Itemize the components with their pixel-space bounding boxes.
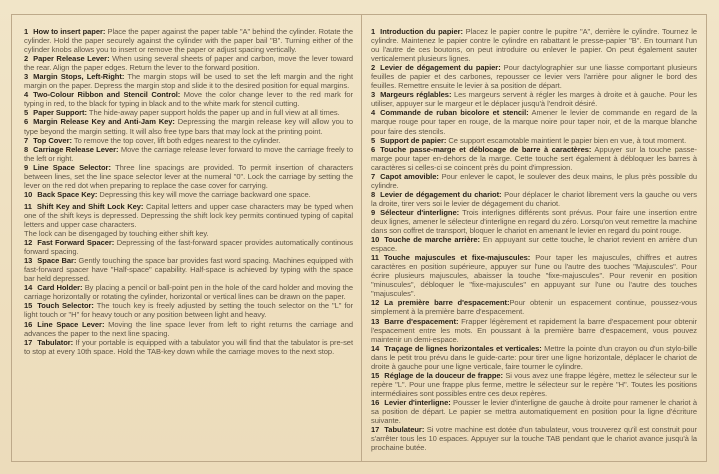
- item-title: Carriage Release Lever:: [33, 144, 119, 154]
- item-text: Si votre machine est dotée d'un tabulateur, vous trouverez qu'il est construit pour s'arrêter tous les 10 espaces. Appuyer sur la touche TAB pendant que le chariot avance jusqu'à la prochaine butée.: [371, 425, 697, 453]
- item-title: Line Space Lever:: [37, 319, 105, 329]
- item-title: Tabulateur:: [384, 425, 425, 435]
- instruction-item-en: [24, 136, 353, 145]
- item-title: Tabulator:: [37, 337, 74, 347]
- item-number: 6: [24, 117, 29, 127]
- item-number: 17: [24, 337, 33, 347]
- instruction-item-en: [24, 163, 353, 190]
- instruction-item-fr: [371, 108, 697, 135]
- item-text: To remove the top cover, lift both edges nearest to the cylinder.: [71, 135, 281, 145]
- item-text: Move the carriage release lever forward to move the carriage freely to the left or right.: [24, 144, 353, 163]
- item-title: Margin Stops, Left-Right:: [33, 72, 125, 82]
- item-text: If your portable is equipped with a tabulator you will find that the tabulator is pre-set to stop at every 10th space. Hold the TAB-key down while the carriage moves to the next stop.: [24, 337, 353, 356]
- item-text: Depressing the margin release key will allow you to type beyond the margin setting. It will also free type bars that may lock at the printing point.: [24, 117, 353, 136]
- item-title: Space Bar:: [37, 256, 77, 266]
- item-title: La première barre d'espacement:: [384, 298, 510, 308]
- item-text: Pour obtenir un espacement continue, poussez-vous simplement à la première barre d'espacement.: [371, 298, 697, 317]
- item-title: Margin Release Key and Anti-Jam Key:: [33, 117, 175, 127]
- item-title: Touche passe-marge et déblocage de barre à caractères:: [380, 144, 592, 154]
- instruction-item-fr: [371, 63, 697, 90]
- item-number: 8: [24, 144, 29, 154]
- item-text: Amener le levier de commande en regard de la marque rouge pour taper en rouge, de la marque noire pour taper noir, et de la marque blanche pour faire des stencils.: [371, 108, 697, 136]
- item-text: The touch key is freely adjusted by setting the touch selector on the "L" for light touch or "H" for heavy touch or any position between light and heavy.: [24, 301, 353, 320]
- instruction-item-fr: [371, 371, 697, 398]
- instruction-item-fr: [371, 145, 697, 172]
- item-number: 7: [24, 135, 29, 145]
- instruction-item-fr: [371, 298, 697, 316]
- item-number: 12: [371, 298, 380, 308]
- item-number: 15: [371, 370, 380, 380]
- item-text: Three line spacings are provided. To permit insertion of characters between lines, set the line space selector lever at the numeral "0". Lock the carriage by setting the lever on the red dot when preparing to replace the case cover for carrying.: [24, 162, 353, 190]
- item-title: Levier d'interligne:: [384, 397, 451, 407]
- item-number: 1: [371, 27, 376, 36]
- item-number: 3: [24, 72, 29, 82]
- item-number: 4: [24, 90, 29, 100]
- item-text: When using several sheets of paper and carbon, move the lever toward the rear. Align the paper edges. Return the lever to the forward position.: [24, 54, 353, 73]
- instruction-item-fr: [371, 253, 697, 298]
- instruction-item-en: [24, 145, 353, 163]
- item-text: Pour enlever le capot, le soulever des deux mains, le plus près possible du cylindre.: [371, 171, 697, 190]
- item-title: Paper Release Lever:: [33, 54, 110, 64]
- instruction-item-fr: [371, 235, 697, 253]
- item-number: 10: [371, 235, 380, 245]
- item-number: 16: [371, 397, 380, 407]
- item-number: 17: [371, 425, 380, 435]
- item-text: En appuyant sur cette touche, le chariot revient en arrière d'un espace.: [371, 235, 697, 254]
- instruction-item-fr: [371, 425, 697, 452]
- instruction-item-en: [24, 117, 353, 135]
- instruction-item-en: [24, 72, 353, 90]
- item-number: 13: [371, 316, 380, 326]
- item-number: 5: [24, 108, 29, 118]
- instruction-item-en: [24, 90, 353, 108]
- instruction-item-en: [24, 301, 353, 319]
- item-number: 11: [371, 253, 379, 263]
- item-title: Fast Forward Spacer:: [37, 238, 115, 248]
- instruction-item-fr: [371, 172, 697, 190]
- instruction-item-fr: [371, 344, 697, 371]
- item-title: Support de papier:: [380, 135, 447, 145]
- instruction-item-en: [24, 256, 353, 283]
- item-text: Depressing of the fast-forward spacer provides automatically continous forward spacing.: [24, 238, 353, 257]
- item-number: 9: [24, 162, 29, 172]
- item-text: Move the color change lever to the red mark for typing in red, to the black for typing in black and to the white mark for stencil cutting.: [24, 90, 353, 109]
- item-title: Traçage de lignes horizontales et verticales:: [384, 343, 542, 353]
- item-title: Two-Colour Ribbon and Stencil Control:: [33, 90, 181, 100]
- french-instructions-column: [371, 27, 697, 452]
- item-text: Placez le papier contre le pupitre "A", derrière le cylindre. Tournez le cylindre. Maintenez le papier contre le cylindre en rabattant le presse-papier "B". En tournant l'un ou l'autre de ces boutons, on peut introduire ou enlever le papier. On peut également sauter verticalement plusieurs lignes.: [371, 27, 697, 64]
- item-number: 5: [371, 135, 376, 145]
- item-title: Touche majuscules et fixe-majuscules:: [383, 253, 531, 263]
- item-title: Touche de marche arrière:: [384, 235, 480, 245]
- item-number: 14: [371, 343, 380, 353]
- item-title: Introduction du papier:: [380, 27, 463, 36]
- item-text: Appuyer sur la touche passe-marge pour taper en-dehors de la marge. Cette touche sert également à débloquer les barres à caractères si celles-ci se coincent près du point d'impression.: [371, 144, 697, 172]
- item-note: The lock can be disengaged by touching either shift key.: [24, 229, 209, 239]
- instruction-item-en: [24, 338, 353, 356]
- instruction-item-fr: [371, 90, 697, 108]
- instruction-item-en: [24, 320, 353, 338]
- item-number: 15: [24, 301, 33, 311]
- item-text: The hide-away paper support holds the paper up and in full view at all times.: [86, 108, 340, 118]
- item-title: Barre d'espacement:: [384, 316, 459, 326]
- item-title: Sélecteur d'interligne:: [380, 207, 460, 217]
- item-text: Les margeurs servent à régler les marges à droite et à gauche. Pour les utiliser, appuyer sur le margeur et le déplacer jusqu'à l'endroit désiré.: [371, 90, 697, 109]
- instruction-item-fr: [371, 208, 697, 235]
- item-number: 14: [24, 283, 33, 293]
- item-title: Levier de dégagement du chariot:: [380, 189, 502, 199]
- item-text: Si vous avez une frappe légère, mettez le sélecteur sur le repère "L". Pour une frappe plus ferme, mettre le sélecteur sur le repère "H". Toutes les positions intermédiaires sont possibles entre ces deux repères.: [371, 370, 698, 398]
- item-number: 1: [24, 27, 29, 36]
- item-text: Moving the line space lever from left to right returns the carriage and advances the paper to the next line spacing.: [24, 319, 354, 338]
- item-text: Capital letters and upper case characters may be typed when one of the shift keys is depressed. Depressing the shift lock key permits continued typing of capital letters and upper case characters.: [24, 201, 353, 229]
- instruction-item-fr: [371, 136, 697, 145]
- instruction-item-fr: [371, 317, 697, 344]
- item-text: Pour déplacer le chariot librement vers la gauche ou vers la droite, tirer vers soi le levier de dégagement du chariot.: [371, 189, 697, 208]
- item-title: Levier de dégagement du papier:: [380, 63, 501, 73]
- item-title: Card Holder:: [37, 283, 83, 293]
- item-title: Touch Selector:: [37, 301, 94, 311]
- instruction-item-en: [24, 54, 353, 72]
- item-text: Depressing this key will move the carriage backward one space.: [97, 189, 311, 199]
- item-title: Top Cover:: [33, 135, 72, 145]
- instruction-item-en: [24, 238, 353, 256]
- item-text: Mettre la pointe d'un crayon ou d'un stylo-bille dans le petit trou prévu dans le guide-carte: pour tirer une ligne horizontale, déplacer le chariot de droite à gauche pour une ligne verticale, faire tourner le cylindre.: [371, 343, 697, 371]
- instruction-item-en: [24, 202, 353, 238]
- item-title: Réglage de la douceur de frappe:: [384, 370, 504, 380]
- column-divider: [361, 14, 362, 462]
- item-text: By placing a pencil or ball-point pen in the hole of the card holder and moving the carriage horizontally or rotating the cylinder, horizontal or vertical lines can be drawn on the paper.: [24, 283, 353, 302]
- instruction-item-fr: [371, 27, 697, 63]
- item-title: How to insert paper:: [33, 27, 106, 36]
- item-number: 11: [24, 201, 32, 211]
- item-title: Paper Support:: [33, 108, 87, 118]
- instruction-item-en: [24, 108, 353, 117]
- instruction-item-en: [24, 190, 353, 199]
- instruction-item-en: [24, 283, 353, 301]
- english-instructions-column: [24, 27, 353, 356]
- item-number: 9: [371, 207, 376, 217]
- item-number: 6: [371, 144, 376, 154]
- item-text: Ce support escamotable maintient le papier bien en vue, à tout moment.: [446, 135, 687, 145]
- item-title: Commande de ruban bicolore et stencil:: [380, 108, 529, 118]
- item-number: 13: [24, 256, 33, 266]
- item-number: 7: [371, 171, 376, 181]
- item-text: Pour taper les majuscules, chiffres et autres caractères en position supérieure, appuyer sur l'une ou l'autre des tuoches "Majuscules". Pour écrire plusieurs majuscules, abaisser la touche "fixe-majuscules". Pour revenir en position "minuscules", débloquer le "fixe-majuscules" en appuyant sur l'une ou l'autre des touches "majuscules".: [371, 253, 697, 299]
- item-number: 12: [24, 238, 33, 248]
- item-number: 8: [371, 189, 376, 199]
- item-number: 16: [24, 319, 33, 329]
- item-number: 10: [24, 189, 33, 199]
- item-number: 2: [371, 63, 376, 73]
- item-title: Shift Key and Shift Lock Key:: [36, 201, 144, 211]
- instruction-item-fr: [371, 190, 697, 208]
- instruction-item-fr: [371, 398, 697, 425]
- item-number: 4: [371, 108, 376, 118]
- item-number: 2: [24, 54, 29, 64]
- item-number: 3: [371, 90, 376, 100]
- item-text: Place the paper against the paper table "A" behind the cylinder. Rotate the cylinder. Hold the paper securely against the cylinder with the paper bail "B". Turning either of the cylinder knobs allows you to insert or remove the paper or adjust spacing vertically.: [24, 27, 353, 55]
- item-text: Gently touching the space bar provides fast word spacing. Machines equipped with fast-forward spacer have "Half-space" capability. Half-space is achieved by typing with the space bar held depressed.: [24, 256, 353, 284]
- item-title: Margeurs réglables:: [380, 90, 452, 100]
- item-text: Trois interlignes différents sont prévus. Pour faire une insertion entre deux lignes, amener le sélecteur d'interligne en regard du zéro. Lorsqu'on veut remettre la machine dans son coffret de transport, bloquer le chariot en amenant le levier en regard du point rouge.: [371, 207, 698, 236]
- item-text: Pousser le levier d'interligne de gauche à droite pour ramener le chariot à sa position de départ. Le papier se mettra automatiquement en position pour la ligne d'écriture suivante.: [371, 397, 697, 426]
- item-title: Back Space Key:: [37, 189, 98, 199]
- item-text: The margin stops will be used to set the left margin and the right margin on the paper. Depress the margin stop and slide it to the desired position for equal margins.: [24, 72, 353, 91]
- instruction-item-en: [24, 27, 353, 54]
- item-text: Frapper légèrement et rapidement la barre d'espacement pour obtenir l'espacement entre les mots. En poussant à la première barre d'espacement, vous pouvez maintenir un demi-espace.: [371, 316, 697, 344]
- item-title: Capot amovible:: [380, 171, 439, 181]
- item-text: Pour dactylographier sur une liasse comportant plusieurs feuilles de papier et des carbones, repousser ce levier vers l'arrière pour aligner le bord des feuilles. Remettre ensuite le levier à sa position de départ.: [371, 63, 697, 91]
- item-title: Line Space Selector:: [33, 162, 111, 172]
